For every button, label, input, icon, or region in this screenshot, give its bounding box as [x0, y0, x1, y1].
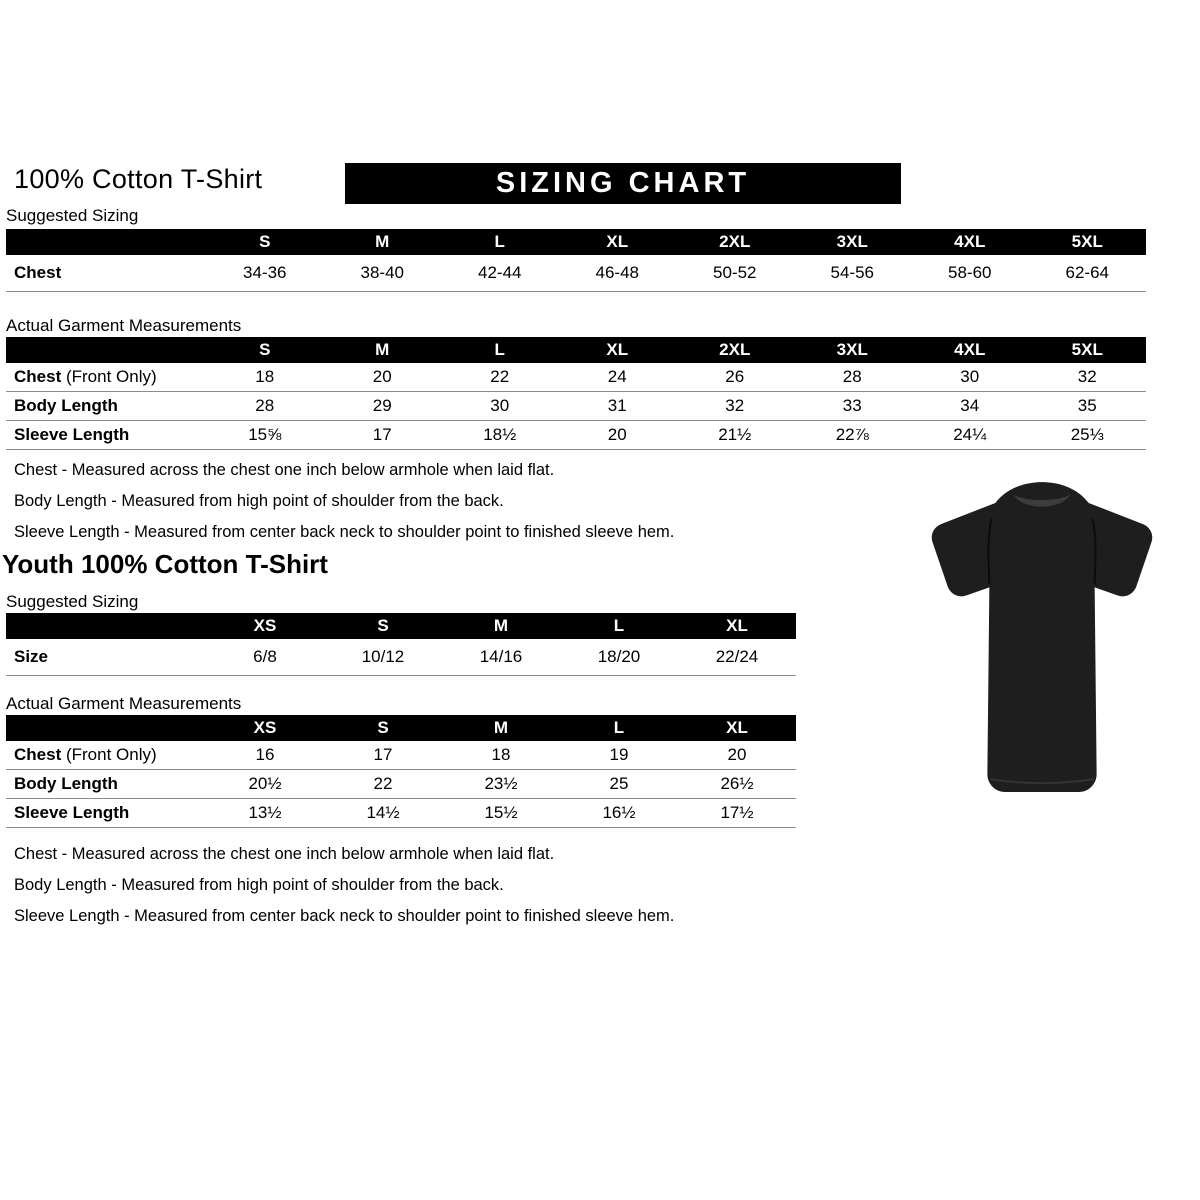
measurement-cell: 38-40 — [324, 255, 442, 292]
measurement-cell: 10/12 — [324, 639, 442, 676]
measurement-cell: 20½ — [206, 770, 324, 799]
table-row — [6, 392, 1146, 421]
measurement-cell: 34-36 — [206, 255, 324, 292]
size-column-header: 5XL — [1029, 229, 1147, 255]
measurement-cell: 33 — [794, 392, 912, 421]
measurement-cell: 18½ — [441, 421, 559, 450]
measurement-cell: 15½ — [442, 799, 560, 828]
measurement-cell: 50-52 — [676, 255, 794, 292]
measurement-note: Sleeve Length - Measured from center back neck to shoulder point to finished sleeve hem. — [14, 523, 675, 541]
measurement-cell: 20 — [324, 363, 442, 392]
table-row — [6, 363, 1146, 392]
measurement-cell: 18/20 — [560, 639, 678, 676]
size-column-header: M — [324, 229, 442, 255]
measurement-cell: 35 — [1029, 392, 1147, 421]
measurement-cell: 24¼ — [911, 421, 1029, 450]
measurement-cell: 17 — [324, 741, 442, 770]
measurement-note: Chest - Measured across the chest one inch below armhole when laid flat. — [14, 845, 555, 863]
tshirt-body-shape — [932, 482, 1153, 792]
table-corner — [6, 337, 206, 363]
size-column-header: XL — [559, 229, 677, 255]
table-header-row — [6, 715, 796, 741]
measurement-cell: 54-56 — [794, 255, 912, 292]
measurement-cell: 6/8 — [206, 639, 324, 676]
row-label: Body Length — [6, 392, 206, 421]
measurement-cell: 26½ — [678, 770, 796, 799]
size-column-header: 3XL — [794, 229, 912, 255]
measurement-note: Body Length - Measured from high point of shoulder from the back. — [14, 876, 504, 894]
measurement-cell: 46-48 — [559, 255, 677, 292]
table-corner — [6, 613, 206, 639]
measurement-note: Chest - Measured across the chest one inch below armhole when laid flat. — [14, 461, 555, 479]
size-column-header: XL — [678, 715, 796, 741]
size-column-header: S — [324, 613, 442, 639]
measurement-cell: 25⅓ — [1029, 421, 1147, 450]
size-column-header: 2XL — [676, 229, 794, 255]
measurement-cell: 20 — [678, 741, 796, 770]
youth-measurement-notes — [14, 845, 674, 938]
measurement-cell: 16½ — [560, 799, 678, 828]
measurement-cell: 22 — [441, 363, 559, 392]
size-column-header: L — [560, 715, 678, 741]
measurement-cell: 32 — [676, 392, 794, 421]
row-label: Chest (Front Only) — [6, 741, 206, 770]
measurement-cell: 30 — [441, 392, 559, 421]
measurement-cell: 22/24 — [678, 639, 796, 676]
size-column-header: L — [560, 613, 678, 639]
size-column-header: M — [324, 337, 442, 363]
youth-actual-measurements-label: Actual Garment Measurements — [6, 694, 242, 713]
measurement-cell: 25 — [560, 770, 678, 799]
measurement-cell: 20 — [559, 421, 677, 450]
size-column-header: 3XL — [794, 337, 912, 363]
black-tshirt-image — [893, 474, 1191, 818]
size-column-header: S — [206, 337, 324, 363]
size-column-header: L — [441, 229, 559, 255]
measurement-cell: 26 — [676, 363, 794, 392]
size-column-header: M — [442, 715, 560, 741]
table-row — [6, 799, 796, 828]
measurement-cell: 17 — [324, 421, 442, 450]
size-column-header: 5XL — [1029, 337, 1147, 363]
measurement-cell: 24 — [559, 363, 677, 392]
table-row — [6, 255, 1146, 292]
measurement-cell: 30 — [911, 363, 1029, 392]
size-column-header: 2XL — [676, 337, 794, 363]
row-label: Size — [6, 639, 206, 676]
table-corner — [6, 715, 206, 741]
adult-measurement-notes — [14, 461, 674, 554]
size-column-header: 4XL — [911, 229, 1029, 255]
youth-suggested-sizing-label: Suggested Sizing — [6, 592, 139, 611]
adult-suggested-sizing-label: Suggested Sizing — [6, 206, 139, 225]
row-label: Body Length — [6, 770, 206, 799]
measurement-cell: 14/16 — [442, 639, 560, 676]
table-row — [6, 639, 796, 676]
row-label: Sleeve Length — [6, 421, 206, 450]
table-row — [6, 741, 796, 770]
table-row — [6, 421, 1146, 450]
measurement-cell: 34 — [911, 392, 1029, 421]
measurement-cell: 15⅝ — [206, 421, 324, 450]
row-label: Sleeve Length — [6, 799, 206, 828]
adult-suggested-sizing-table — [6, 229, 1146, 292]
youth-product-title: Youth 100% Cotton T-Shirt — [2, 549, 328, 579]
measurement-cell: 58-60 — [911, 255, 1029, 292]
table-row — [6, 770, 796, 799]
sizing-chart-banner: SIZING CHART — [345, 163, 901, 204]
size-column-header: XS — [206, 715, 324, 741]
adult-actual-measurements-table — [6, 337, 1146, 450]
table-header-row — [6, 229, 1146, 255]
measurement-cell: 14½ — [324, 799, 442, 828]
measurement-cell: 16 — [206, 741, 324, 770]
row-label: Chest (Front Only) — [6, 363, 206, 392]
measurement-cell: 17½ — [678, 799, 796, 828]
adult-actual-measurements-label: Actual Garment Measurements — [6, 316, 242, 335]
measurement-cell: 23½ — [442, 770, 560, 799]
measurement-cell: 28 — [794, 363, 912, 392]
size-column-header: L — [441, 337, 559, 363]
youth-suggested-sizing-table — [6, 613, 796, 676]
measurement-cell: 28 — [206, 392, 324, 421]
measurement-cell: 29 — [324, 392, 442, 421]
size-column-header: XL — [678, 613, 796, 639]
size-column-header: S — [324, 715, 442, 741]
row-label: Chest — [6, 255, 206, 292]
measurement-cell: 21½ — [676, 421, 794, 450]
size-column-header: M — [442, 613, 560, 639]
measurement-cell: 19 — [560, 741, 678, 770]
size-column-header: S — [206, 229, 324, 255]
measurement-cell: 22⅞ — [794, 421, 912, 450]
measurement-cell: 13½ — [206, 799, 324, 828]
measurement-cell: 42-44 — [441, 255, 559, 292]
measurement-cell: 18 — [442, 741, 560, 770]
table-corner — [6, 229, 206, 255]
table-header-row — [6, 337, 1146, 363]
size-column-header: XS — [206, 613, 324, 639]
size-column-header: 4XL — [911, 337, 1029, 363]
measurement-cell: 62-64 — [1029, 255, 1147, 292]
measurement-cell: 22 — [324, 770, 442, 799]
measurement-cell: 32 — [1029, 363, 1147, 392]
measurement-cell: 31 — [559, 392, 677, 421]
youth-actual-measurements-table — [6, 715, 796, 828]
measurement-note: Body Length - Measured from high point of shoulder from the back. — [14, 492, 504, 510]
size-column-header: XL — [559, 337, 677, 363]
table-header-row — [6, 613, 796, 639]
measurement-note: Sleeve Length - Measured from center back neck to shoulder point to finished sleeve hem. — [14, 907, 675, 925]
adult-product-title: 100% Cotton T-Shirt — [14, 164, 263, 194]
measurement-cell: 18 — [206, 363, 324, 392]
